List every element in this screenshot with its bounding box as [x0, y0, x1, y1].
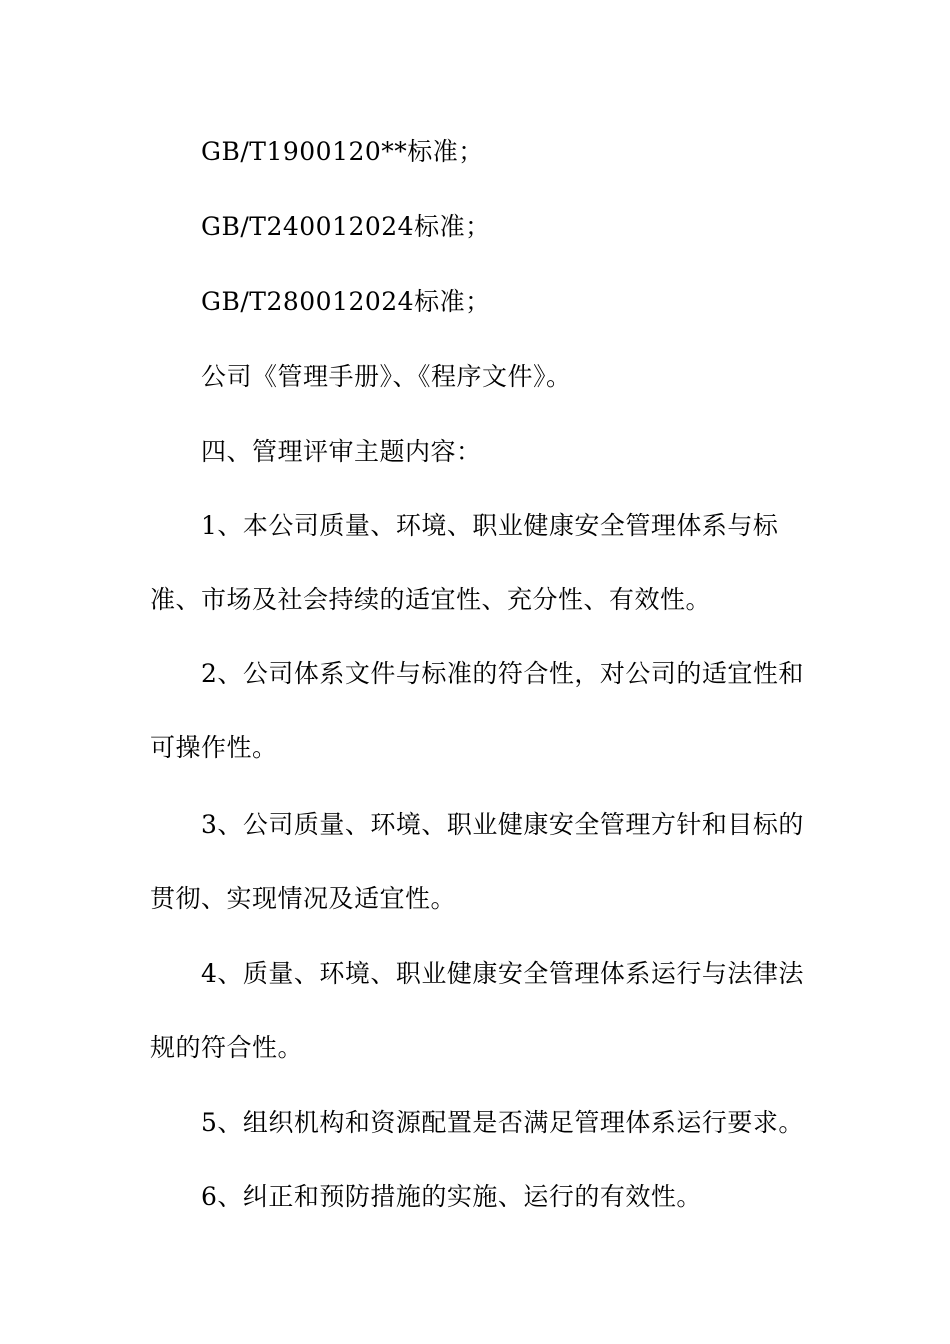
item-1-line-1: 1、本公司质量、环境、职业健康安全管理体系与标: [201, 511, 779, 540]
item-6-line: 6、纠正和预防措施的实施、运行的有效性。: [201, 1182, 702, 1211]
section-heading: 四、管理评审主题内容：: [201, 437, 482, 466]
company-documents-line: 公司《管理手册》、《程序文件》。: [201, 362, 572, 391]
item-2-line-2: 可操作性。: [150, 733, 278, 762]
standard-line-gb28001: GB/T280012024标准；: [201, 287, 491, 316]
standard-line-gb19001: GB/T1900120**标准；: [201, 137, 484, 166]
item-4-line-2: 规的符合性。: [150, 1033, 304, 1062]
item-2-line-1: 2、公司体系文件与标准的符合性，对公司的适宜性和: [201, 659, 804, 688]
item-4-line-1: 4、质量、环境、职业健康安全管理体系运行与法律法: [201, 959, 804, 988]
item-3-line-1: 3、公司质量、环境、职业健康安全管理方针和目标的: [201, 810, 804, 839]
item-3-line-2: 贯彻、实现情况及适宜性。: [150, 884, 457, 913]
item-5-line: 5、组织机构和资源配置是否满足管理体系运行要求。: [201, 1108, 804, 1137]
item-1-line-2: 准、市场及社会持续的适宜性、充分性、有效性。: [150, 585, 712, 614]
standard-line-gb24001: GB/T240012024标准；: [201, 212, 491, 241]
